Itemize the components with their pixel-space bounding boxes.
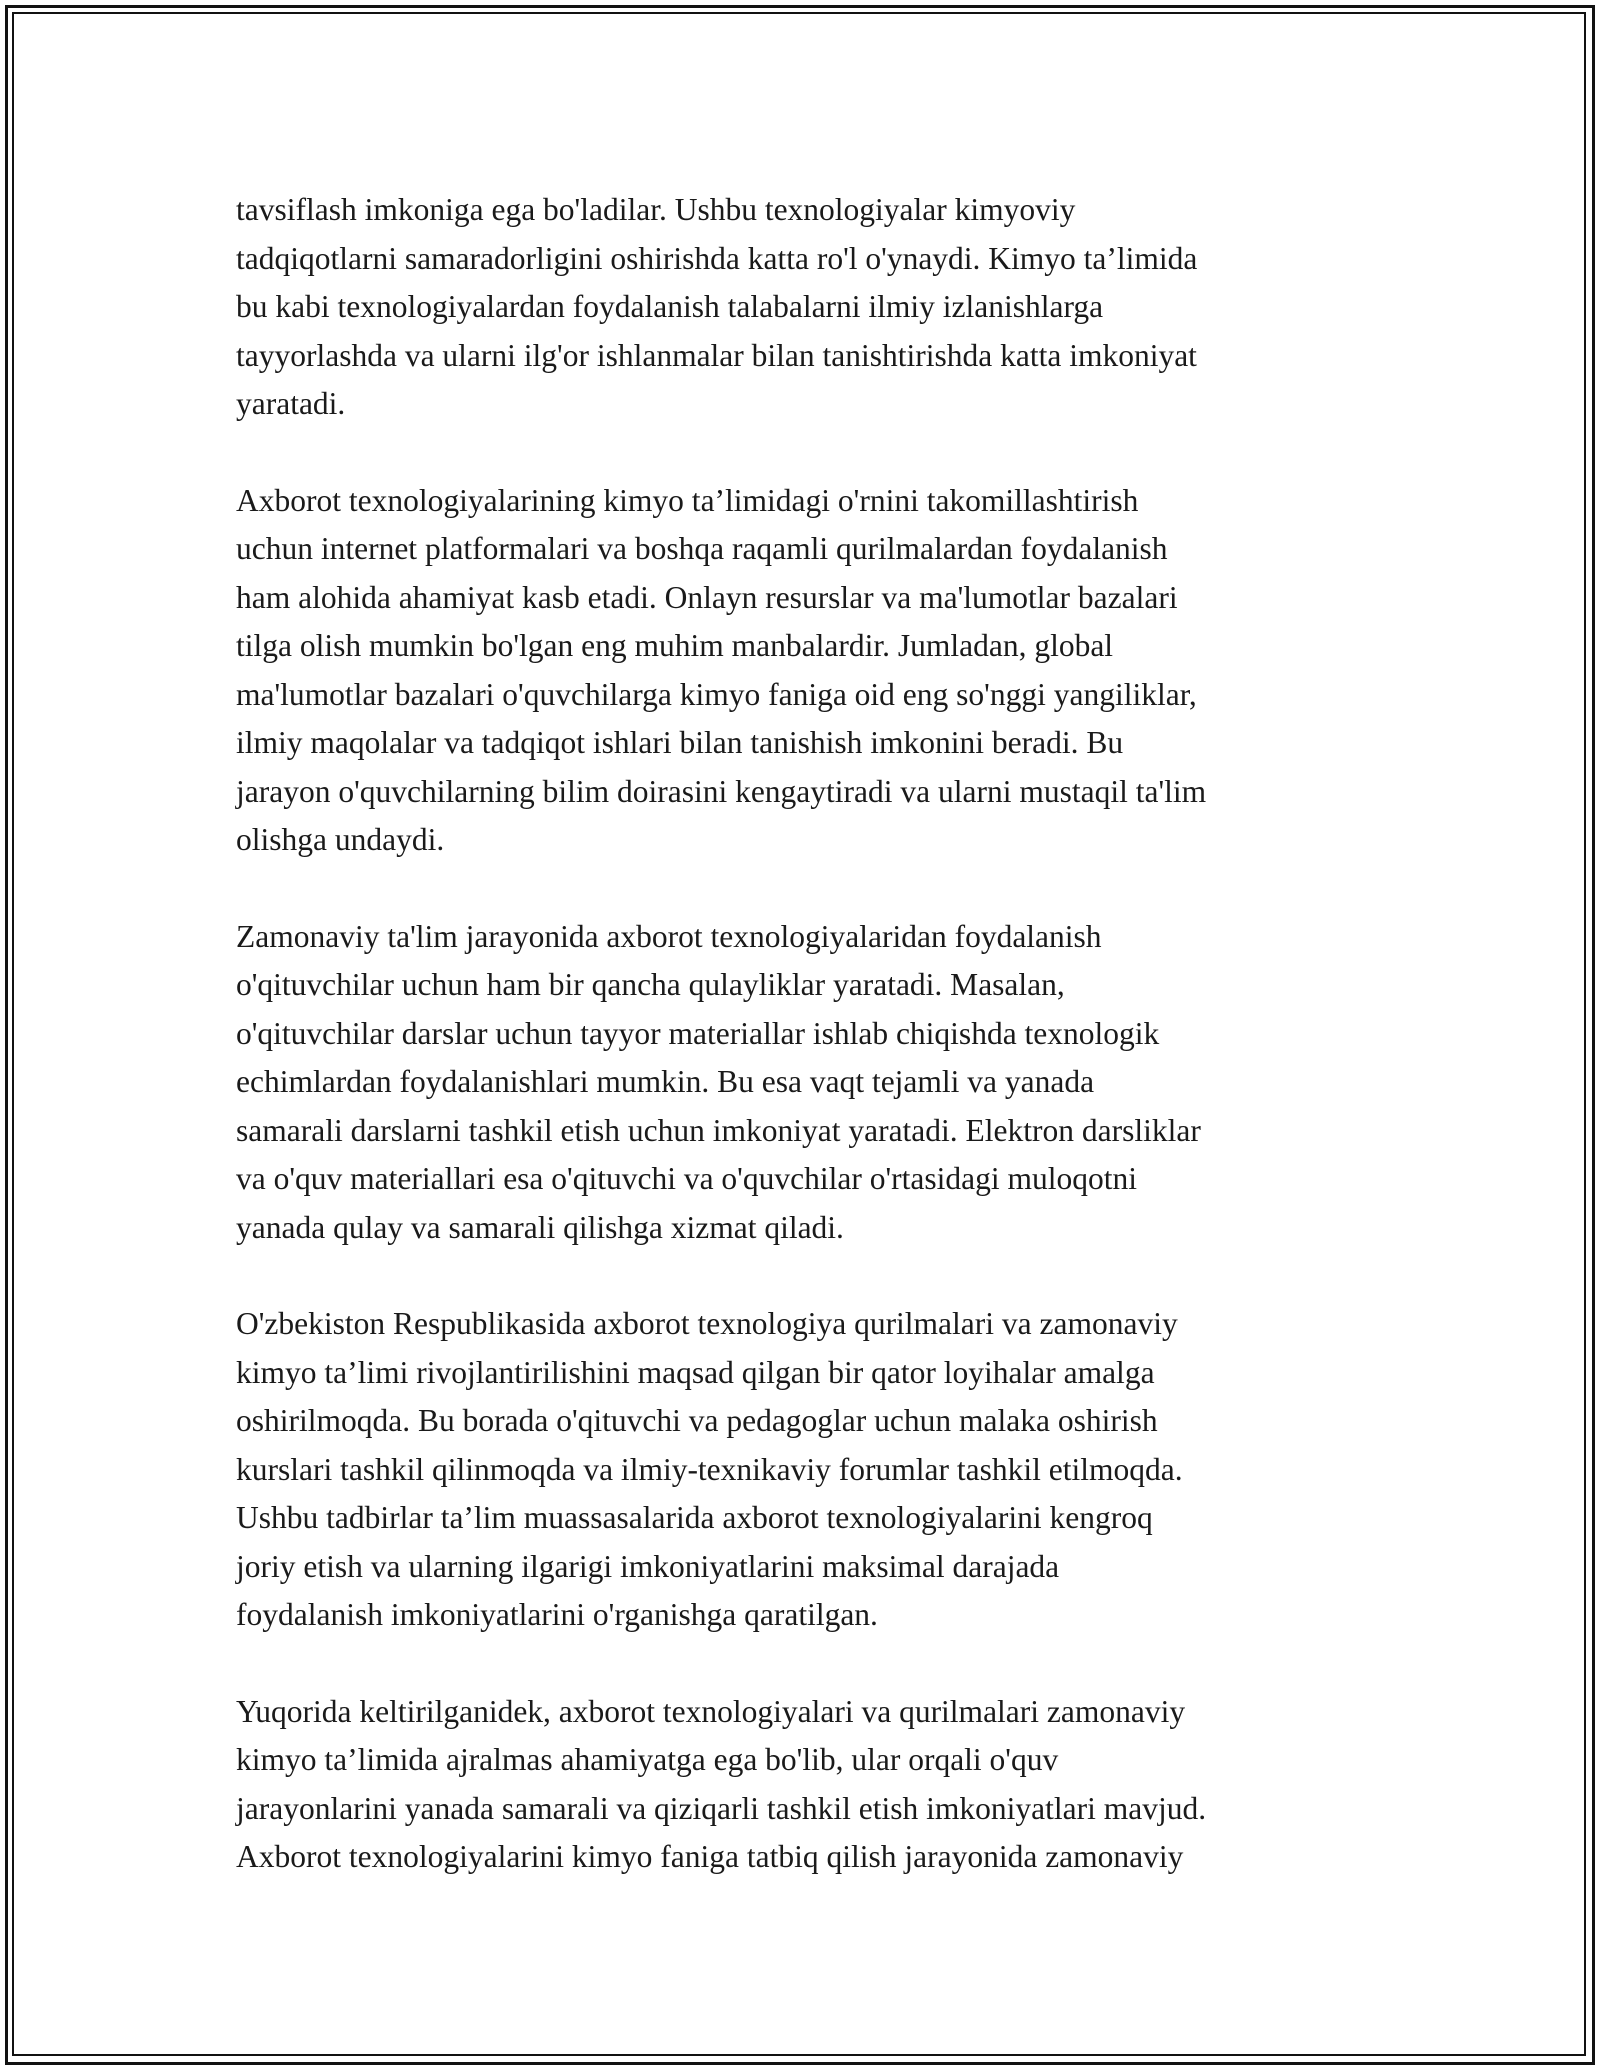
paragraph-1: tavsiflash imkoniga ega bo'ladilar. Ushbu texnologiyalar kimyoviy tadqiqotlarni samaradorligini oshirishda katta ro'l o'ynaydi. Kimyo ta’limida bu kabi texnologiyalardan foydalanish talabalarni ilmiy izlanishlarga tayyorlashda va ularni ilg'or ishlanmalar bilan tanishtirishda katta imkoniyat yaratadi. <box>236 192 1198 421</box>
paragraph-3: Zamonaviy ta'lim jarayonida axborot texnologiyalaridan foydalanish o'qituvchilar uchun ham bir qancha qulayliklar yaratadi. Masalan, o'qituvchilar darslar uchun tayyor materiallar ishlab chiqishda texnologik echimlardan foydalanishlari mumkin. Bu esa vaqt tejamli va yanada samarali darslarni tashkil etish uchun imkoniyat yaratadi. Elektron darsliklar va o'quv materiallari esa o'qituvchi va o'quvchilar o'rtasidagi muloqotni yanada qulay va samarali qilishga xizmat qiladi. <box>236 918 1201 1245</box>
paragraph-2: Axborot texnologiyalarining kimyo ta’limidagi o'rnini takomillashtirish uchun internet platformalari va boshqa raqamli qurilmalardan foydalanish ham alohida ahamiyat kasb etadi. Onlayn resurslar va ma'lumotlar bazalari tilga olish mumkin bo'lgan eng muhim manbalardir. Jumladan, global ma'lumotlar bazalari o'quvchilarga kimyo faniga oid eng so'nggi yangiliklar, ilmiy maqolalar va tadqiqot ishlari bilan tanishish imkonini beradi. Bu jarayon o'quvchilarning bilim doirasini kengaytiradi va ularni mustaqil ta'lim olishga undaydi. <box>236 482 1207 857</box>
paragraph-5: Yuqorida keltirilganidek, axborot texnologiyalari va qurilmalari zamonaviy kimyo ta’limida ajralmas ahamiyatga ega bo'lib, ular orqali o'quv jarayonlarini yanada samarali va qiziqarli tashkil etish imkoniyatlari mavjud. Axborot texnologiyalarini kimyo faniga tatbiq qilish jarayonida zamonaviy <box>236 1693 1207 1874</box>
paragraph-4: O'zbekiston Respublikasida axborot texnologiya qurilmalari va zamonaviy kimyo ta’limi rivojlantirilishini maqsad qilgan bir qator loyihalar amalga oshirilmoqda. Bu borada o'qituvchi va pedagoglar uchun malaka oshirish kurslari tashkil qilinmoqda va ilmiy-texnikaviy forumlar tashkil etilmoqda. Ushbu tadbirlar ta’lim muassasalarida axborot texnologiyalarini kengroq joriy etish va ularning ilgarigi imkoniyatlarini maksimal darajada foydalanish imkoniyatlarini o'rganishga qaratilgan. <box>236 1306 1183 1632</box>
document-body <box>236 186 1386 1930</box>
